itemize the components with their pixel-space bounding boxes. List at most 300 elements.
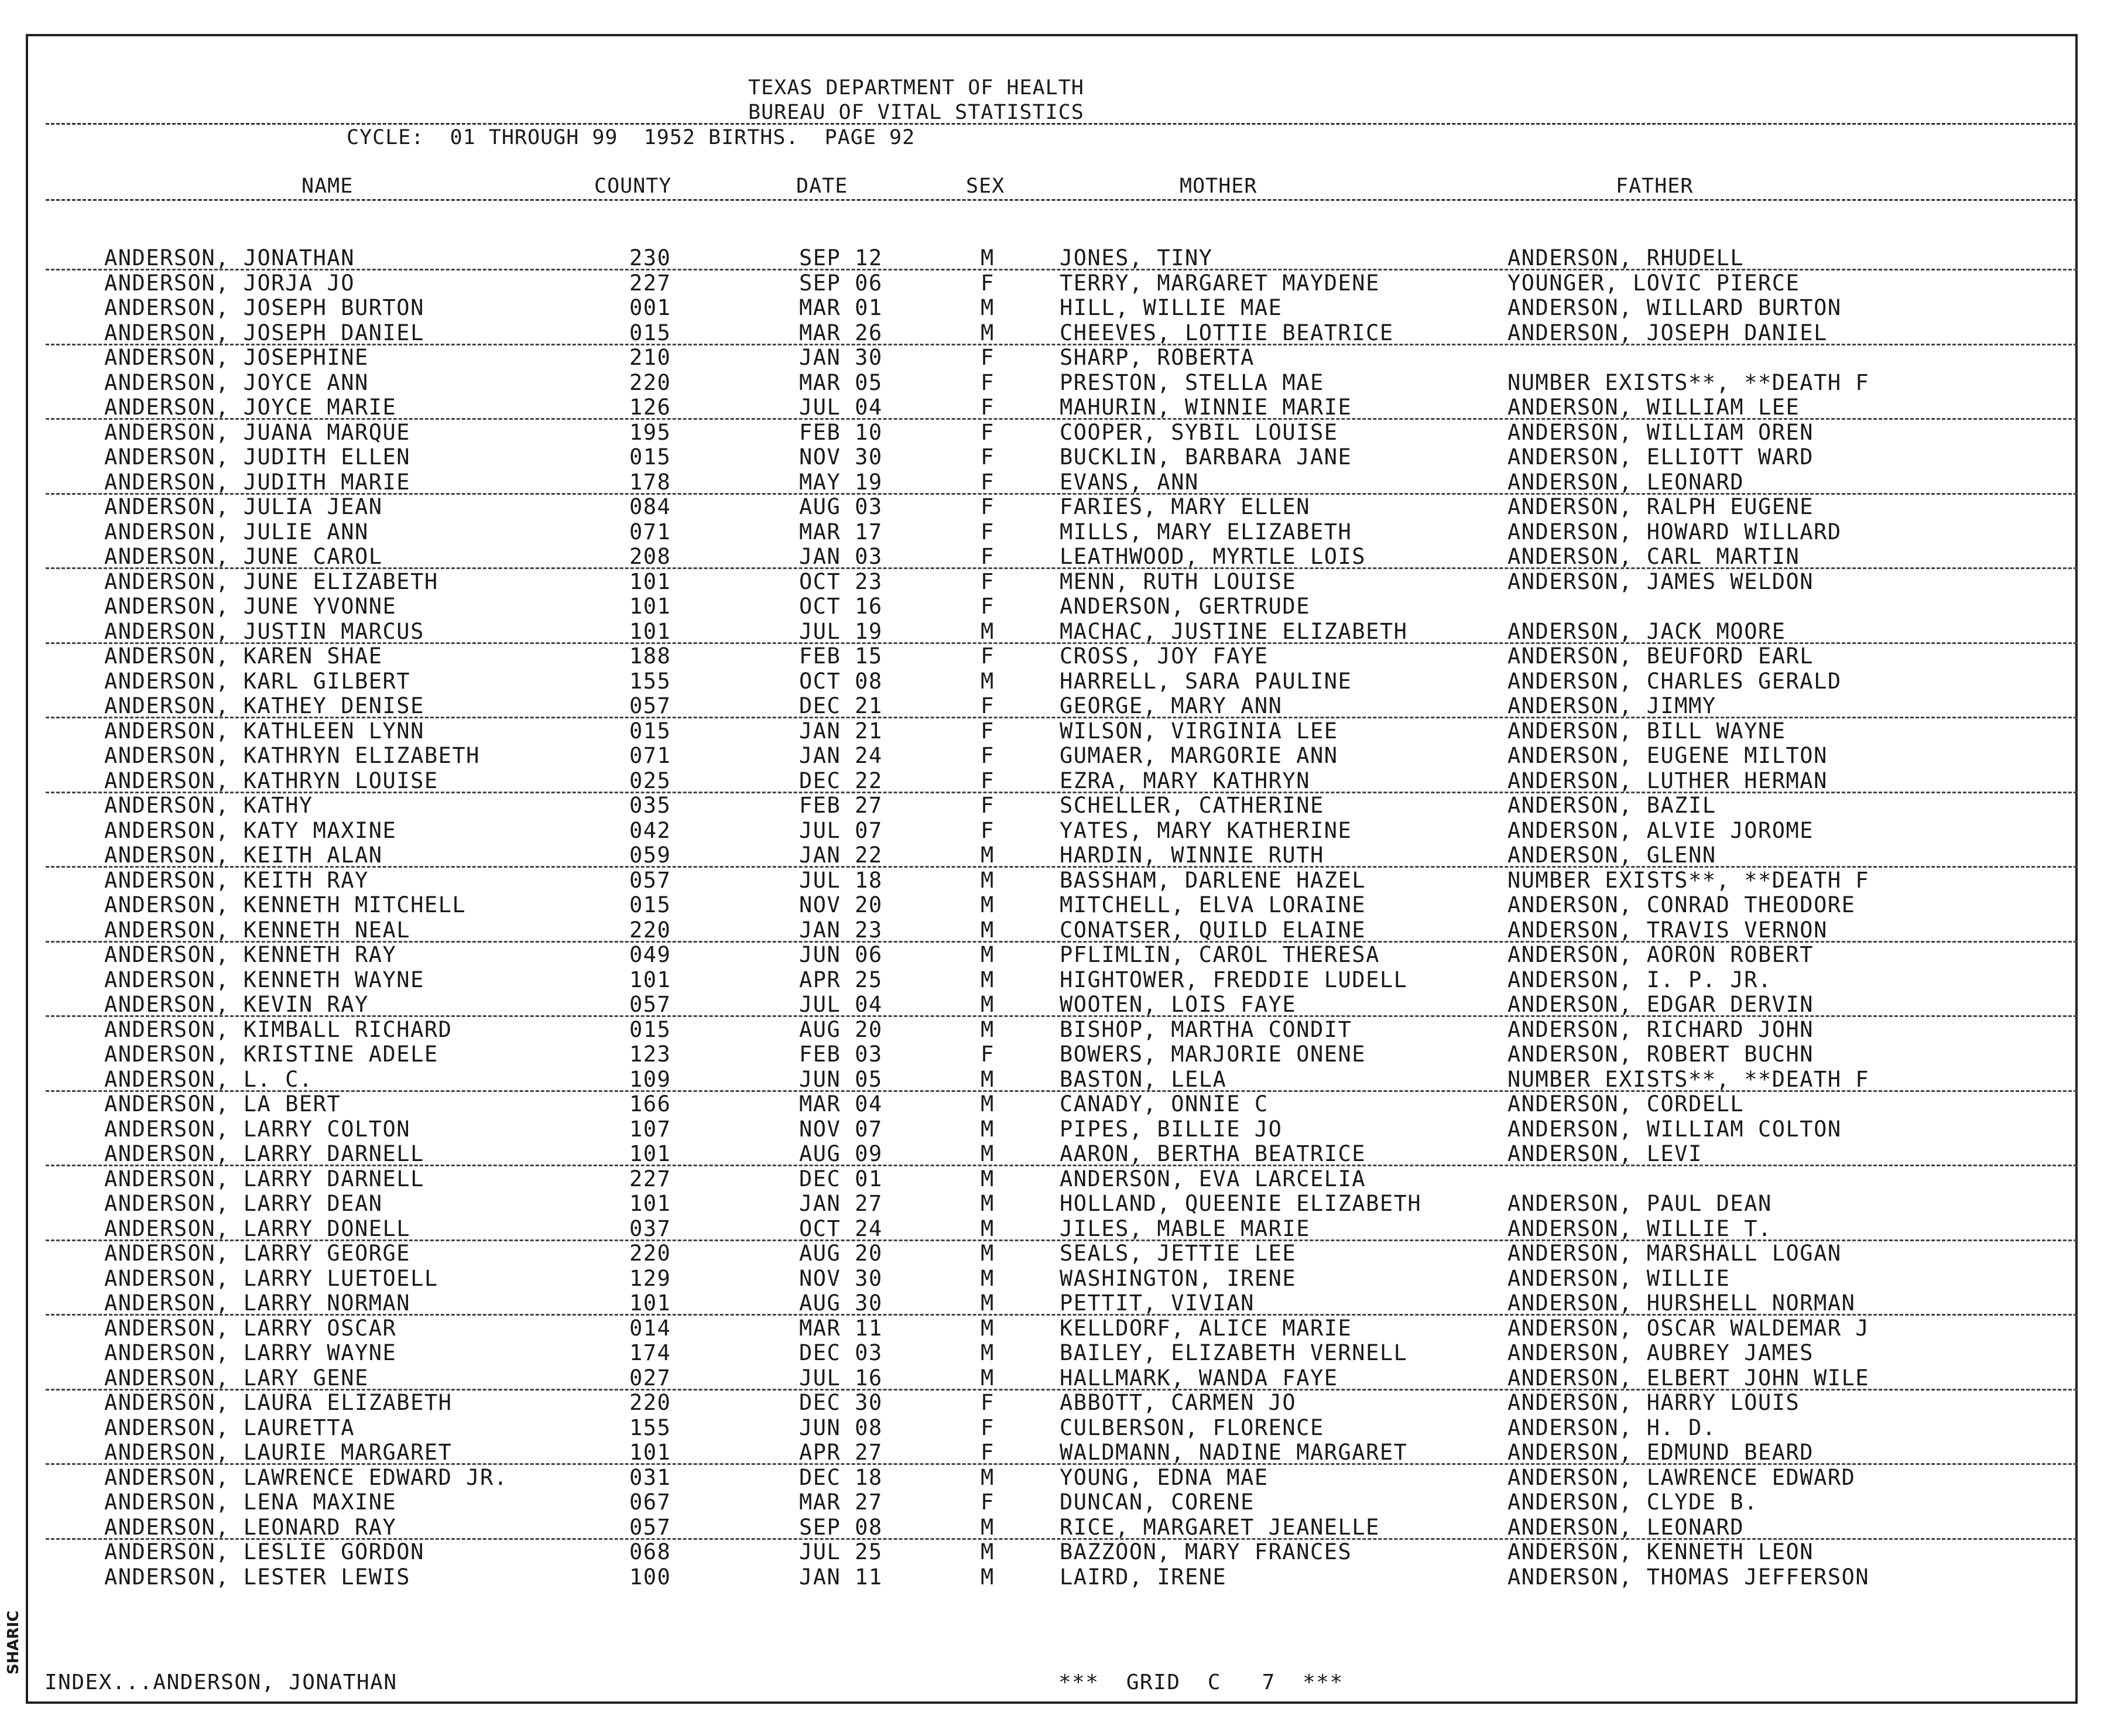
cell-sex: M <box>981 992 995 1017</box>
cell-date: MAR 17 <box>799 519 883 545</box>
cell-sex: F <box>981 270 995 296</box>
cell-name: ANDERSON, LARRY GEORGE <box>104 1241 411 1266</box>
cell-mother: HARRELL, SARA PAULINE <box>1060 668 1352 694</box>
cell-mother: AARON, BERTHA BEATRICE <box>1060 1141 1366 1166</box>
cell-father: ANDERSON, ROBERT BUCHN <box>1507 1042 1814 1067</box>
table-row <box>0 1291 2128 1316</box>
cell-name: ANDERSON, KRISTINE ADELE <box>104 1042 438 1067</box>
cell-father: ANDERSON, WILLARD BURTON <box>1507 295 1842 320</box>
cell-name: ANDERSON, KAREN SHAE <box>104 643 383 669</box>
cell-date: NOV 07 <box>799 1116 883 1142</box>
cell-sex: F <box>981 643 995 669</box>
cell-name: ANDERSON, KATHY <box>104 793 313 818</box>
column-header-sex: SEX <box>966 174 1005 198</box>
cell-sex: M <box>981 1265 995 1291</box>
cell-date: MAR 26 <box>799 320 883 345</box>
cell-father: ANDERSON, ALVIE JOROME <box>1507 817 1814 843</box>
cell-sex: F <box>981 544 995 569</box>
table-row <box>0 470 2128 495</box>
cell-sex: M <box>981 618 995 644</box>
table-row <box>0 1466 2128 1491</box>
cell-name: ANDERSON, LAURETTA <box>104 1415 355 1440</box>
cell-name: ANDERSON, JOSEPHINE <box>104 345 369 370</box>
cell-mother: GUMAER, MARGORIE ANN <box>1060 743 1338 768</box>
cell-sex: M <box>981 843 995 868</box>
cell-father: ANDERSON, THOMAS JEFFERSON <box>1507 1564 1870 1590</box>
cell-father: ANDERSON, CONRAD THEODORE <box>1507 892 1856 917</box>
cell-name: ANDERSON, LA BERT <box>104 1091 341 1117</box>
table-row <box>0 893 2128 918</box>
cell-county: 166 <box>629 1091 671 1117</box>
cell-mother: PETTIT, VIVIAN <box>1060 1290 1255 1316</box>
cell-date: JAN 21 <box>799 718 883 744</box>
table-row <box>0 321 2128 346</box>
cell-date: SEP 12 <box>799 245 883 270</box>
cell-father: ANDERSON, HOWARD WILLARD <box>1507 519 1842 545</box>
cell-mother: YOUNG, EDNA MAE <box>1060 1464 1269 1490</box>
column-header-name: NAME <box>301 174 354 198</box>
table-row <box>0 1241 2128 1266</box>
cell-mother: MAHURIN, WINNIE MARIE <box>1060 395 1352 420</box>
cell-county: 220 <box>629 917 671 943</box>
cell-name: ANDERSON, LARRY DARNELL <box>104 1166 424 1191</box>
column-header-mother: MOTHER <box>1180 174 1257 198</box>
cell-sex: M <box>981 1241 995 1266</box>
cell-sex: M <box>981 867 995 893</box>
table-row <box>0 545 2128 570</box>
cell-father: ANDERSON, BAZIL <box>1507 793 1716 818</box>
cell-county: 037 <box>629 1215 671 1241</box>
cell-date: FEB 15 <box>799 643 883 669</box>
cell-father: ANDERSON, H. D. <box>1507 1415 1716 1440</box>
cell-name: ANDERSON, KENNETH MITCHELL <box>104 892 467 917</box>
cell-county: 035 <box>629 793 671 818</box>
cell-date: JUL 18 <box>799 867 883 893</box>
cell-county: 107 <box>629 1116 671 1142</box>
cell-sex: F <box>981 594 995 619</box>
cell-name: ANDERSON, JUDITH MARIE <box>104 469 411 495</box>
cell-father: ANDERSON, RHUDELL <box>1507 245 1745 270</box>
table-row <box>0 644 2128 669</box>
cell-father: ANDERSON, JIMMY <box>1507 693 1716 718</box>
cell-father: ANDERSON, WILLIAM LEE <box>1507 395 1800 420</box>
cell-father: ANDERSON, LEONARD <box>1507 469 1745 495</box>
cell-mother: WASHINGTON, IRENE <box>1060 1265 1297 1291</box>
cell-name: ANDERSON, KATY MAXINE <box>104 817 397 843</box>
cell-county: 101 <box>629 967 671 992</box>
cell-county: 057 <box>629 693 671 718</box>
cell-mother: PFLIMLIN, CAROL THERESA <box>1060 942 1380 967</box>
cell-mother: HOLLAND, QUEENIE ELIZABETH <box>1060 1191 1422 1216</box>
table-row <box>0 943 2128 968</box>
cell-county: 071 <box>629 519 671 545</box>
cell-name: ANDERSON, KATHRYN ELIZABETH <box>104 743 480 768</box>
table-row <box>0 1266 2128 1292</box>
cell-father: ANDERSON, LEONARD <box>1507 1514 1745 1540</box>
cell-county: 101 <box>629 1191 671 1216</box>
cell-date: DEC 21 <box>799 693 883 718</box>
cell-date: JUN 08 <box>799 1415 883 1440</box>
cell-father: ANDERSON, WILLIE <box>1507 1265 1731 1291</box>
table-row <box>0 1167 2128 1192</box>
cell-sex: F <box>981 569 995 594</box>
cell-county: 227 <box>629 270 671 296</box>
table-row <box>0 1515 2128 1540</box>
table-row <box>0 744 2128 769</box>
cell-father: NUMBER EXISTS**, **DEATH F <box>1507 369 1870 395</box>
cell-sex: F <box>981 1390 995 1415</box>
cell-county: 227 <box>629 1166 671 1191</box>
cell-name: ANDERSON, LENA MAXINE <box>104 1490 397 1515</box>
table-row <box>0 1042 2128 1067</box>
cell-father: NUMBER EXISTS**, **DEATH F <box>1507 867 1870 893</box>
cell-name: ANDERSON, KATHLEEN LYNN <box>104 718 424 744</box>
cell-mother: BASTON, LELA <box>1060 1066 1227 1092</box>
cell-date: AUG 09 <box>799 1141 883 1166</box>
cell-sex: F <box>981 419 995 445</box>
cell-name: ANDERSON, KARL GILBERT <box>104 668 411 694</box>
cell-county: 210 <box>629 345 671 370</box>
cell-date: JUL 16 <box>799 1365 883 1391</box>
cell-date: JAN 03 <box>799 544 883 569</box>
cell-date: JAN 23 <box>799 917 883 943</box>
cell-name: ANDERSON, JOYCE MARIE <box>104 395 397 420</box>
cell-sex: F <box>981 768 995 793</box>
cell-county: 057 <box>629 992 671 1017</box>
cell-mother: FARIES, MARY ELLEN <box>1060 494 1310 519</box>
cell-father: ANDERSON, WILLIAM COLTON <box>1507 1116 1842 1142</box>
margin-stamp: SHARIC <box>5 1610 22 1675</box>
header-rule <box>46 123 2077 125</box>
column-header-date: DATE <box>796 174 848 198</box>
cell-father: ANDERSON, LEVI <box>1507 1141 1702 1166</box>
cell-mother: SCHELLER, CATHERINE <box>1060 793 1324 818</box>
cell-county: 129 <box>629 1265 671 1291</box>
cell-father: ANDERSON, BEUFORD EARL <box>1507 643 1814 669</box>
cell-mother: EZRA, MARY KATHRYN <box>1060 768 1310 793</box>
cell-name: ANDERSON, L. C. <box>104 1066 313 1092</box>
cell-name: ANDERSON, LESTER LEWIS <box>104 1564 411 1590</box>
table-row <box>0 345 2128 371</box>
cell-county: 109 <box>629 1066 671 1092</box>
table-row <box>0 968 2128 993</box>
cell-sex: M <box>981 1340 995 1365</box>
cell-mother: PIPES, BILLIE JO <box>1060 1116 1283 1142</box>
cell-name: ANDERSON, LARRY COLTON <box>104 1116 411 1142</box>
cell-sex: M <box>981 942 995 967</box>
cell-sex: F <box>981 1440 995 1465</box>
cell-county: 220 <box>629 1241 671 1266</box>
cell-county: 195 <box>629 419 671 445</box>
cell-mother: GEORGE, MARY ANN <box>1060 693 1283 718</box>
table-row <box>0 1540 2128 1565</box>
cell-date: MAR 11 <box>799 1315 883 1341</box>
cell-name: ANDERSON, JORJA JO <box>104 270 355 296</box>
cell-mother: BAILEY, ELIZABETH VERNELL <box>1060 1340 1408 1365</box>
cell-county: 084 <box>629 494 671 519</box>
cell-county: 220 <box>629 369 671 395</box>
cell-father: ANDERSON, HURSHELL NORMAN <box>1507 1290 1856 1316</box>
cell-county: 071 <box>629 743 671 768</box>
cell-mother: ANDERSON, GERTRUDE <box>1060 594 1310 619</box>
table-row <box>0 1018 2128 1043</box>
cell-name: ANDERSON, LESLIE GORDON <box>104 1539 424 1564</box>
cell-sex: M <box>981 1514 995 1540</box>
cell-father: NUMBER EXISTS**, **DEATH F <box>1507 1066 1870 1092</box>
table-row <box>0 992 2128 1018</box>
cell-mother: CANADY, ONNIE C <box>1060 1091 1269 1117</box>
table-row <box>0 371 2128 396</box>
cell-sex: M <box>981 917 995 943</box>
cell-mother: WOOTEN, LOIS FAYE <box>1060 992 1297 1017</box>
cell-name: ANDERSON, KENNETH WAYNE <box>104 967 424 992</box>
table-row <box>0 918 2128 943</box>
cell-father: ANDERSON, EDMUND BEARD <box>1507 1440 1814 1465</box>
cell-mother: HARDIN, WINNIE RUTH <box>1060 843 1324 868</box>
table-row <box>0 819 2128 844</box>
cell-name: ANDERSON, LARRY NORMAN <box>104 1290 411 1316</box>
cell-name: ANDERSON, KIMBALL RICHARD <box>104 1016 453 1042</box>
cell-father: ANDERSON, OSCAR WALDEMAR J <box>1507 1315 1870 1341</box>
cell-sex: F <box>981 1490 995 1515</box>
cell-date: AUG 03 <box>799 494 883 519</box>
cell-date: MAR 27 <box>799 1490 883 1515</box>
cell-mother: CULBERSON, FLORENCE <box>1060 1415 1324 1440</box>
cell-mother: LAIRD, IRENE <box>1060 1564 1227 1590</box>
cell-date: JUN 06 <box>799 942 883 967</box>
cell-date: AUG 30 <box>799 1290 883 1316</box>
cell-name: ANDERSON, JULIE ANN <box>104 519 369 545</box>
table-row <box>0 669 2128 694</box>
cell-county: 101 <box>629 1141 671 1166</box>
cell-county: 123 <box>629 1042 671 1067</box>
cell-father: ANDERSON, RALPH EUGENE <box>1507 494 1814 519</box>
cell-name: ANDERSON, JULIA JEAN <box>104 494 383 519</box>
cell-mother: RICE, MARGARET JEANELLE <box>1060 1514 1380 1540</box>
cell-name: ANDERSON, LAURA ELIZABETH <box>104 1390 453 1415</box>
table-row <box>0 420 2128 446</box>
grid-footer: *** GRID C 7 *** <box>1058 1670 1344 1694</box>
table-row <box>0 694 2128 719</box>
cell-mother: ANDERSON, EVA LARCELIA <box>1060 1166 1366 1191</box>
cell-name: ANDERSON, KEITH RAY <box>104 867 369 893</box>
cell-father: ANDERSON, HARRY LOUIS <box>1507 1390 1800 1415</box>
cell-father: ANDERSON, MARSHALL LOGAN <box>1507 1241 1842 1266</box>
cell-county: 015 <box>629 444 671 470</box>
table-row <box>0 1490 2128 1515</box>
cell-sex: M <box>981 1215 995 1241</box>
cell-name: ANDERSON, LARRY OSCAR <box>104 1315 397 1341</box>
cell-sex: M <box>981 1290 995 1316</box>
cell-mother: JILES, MABLE MARIE <box>1060 1215 1310 1241</box>
cell-sex: F <box>981 519 995 545</box>
cell-name: ANDERSON, LAWRENCE EDWARD JR. <box>104 1464 508 1490</box>
table-row <box>0 296 2128 321</box>
cell-mother: CONATSER, QUILD ELAINE <box>1060 917 1366 943</box>
cell-date: JUL 19 <box>799 618 883 644</box>
cell-mother: BASSHAM, DARLENE HAZEL <box>1060 867 1366 893</box>
cell-name: ANDERSON, KATHEY DENISE <box>104 693 424 718</box>
cell-date: JUN 05 <box>799 1066 883 1092</box>
cell-name: ANDERSON, KEITH ALAN <box>104 843 383 868</box>
cell-county: 220 <box>629 1390 671 1415</box>
cell-sex: M <box>981 668 995 694</box>
cycle-line: CYCLE: 01 THROUGH 99 1952 BIRTHS. PAGE 92 <box>347 126 916 149</box>
cell-sex: M <box>981 1091 995 1117</box>
cell-date: JAN 24 <box>799 743 883 768</box>
column-header-father: FATHER <box>1616 174 1694 198</box>
cell-name: ANDERSON, LARRY WAYNE <box>104 1340 397 1365</box>
cell-date: OCT 16 <box>799 594 883 619</box>
cell-date: MAR 04 <box>799 1091 883 1117</box>
cell-sex: F <box>981 369 995 395</box>
cell-name: ANDERSON, JOSEPH BURTON <box>104 295 424 320</box>
cell-father: ANDERSON, PAUL DEAN <box>1507 1191 1772 1216</box>
table-row <box>0 570 2128 595</box>
cell-father: ANDERSON, GLENN <box>1507 843 1716 868</box>
cell-date: NOV 30 <box>799 444 883 470</box>
cell-name: ANDERSON, JUDITH ELLEN <box>104 444 411 470</box>
cell-father: ANDERSON, CORDELL <box>1507 1091 1745 1117</box>
table-row <box>0 1341 2128 1366</box>
cell-county: 027 <box>629 1365 671 1391</box>
cell-county: 101 <box>629 594 671 619</box>
cell-date: APR 27 <box>799 1440 883 1465</box>
cell-name: ANDERSON, JUNE YVONNE <box>104 594 397 619</box>
cell-county: 068 <box>629 1539 671 1564</box>
cell-father: ANDERSON, RICHARD JOHN <box>1507 1016 1814 1042</box>
cell-date: AUG 20 <box>799 1016 883 1042</box>
cell-mother: WILSON, VIRGINIA LEE <box>1060 718 1338 744</box>
cell-mother: MILLS, MARY ELIZABETH <box>1060 519 1352 545</box>
table-row <box>0 594 2128 619</box>
cell-father: YOUNGER, LOVIC PIERCE <box>1507 270 1800 296</box>
cell-date: FEB 10 <box>799 419 883 445</box>
cell-sex: M <box>981 1464 995 1490</box>
cell-sex: M <box>981 245 995 270</box>
cell-county: 067 <box>629 1490 671 1515</box>
cell-sex: M <box>981 892 995 917</box>
cell-sex: F <box>981 1042 995 1067</box>
cell-name: ANDERSON, LAURIE MARGARET <box>104 1440 453 1465</box>
cell-father: ANDERSON, LAWRENCE EDWARD <box>1507 1464 1856 1490</box>
cell-county: 101 <box>629 1440 671 1465</box>
column-header-rule <box>46 199 2077 201</box>
cell-date: JUL 04 <box>799 395 883 420</box>
cell-name: ANDERSON, LARRY DONELL <box>104 1215 411 1241</box>
cell-county: 174 <box>629 1340 671 1365</box>
cell-county: 031 <box>629 1464 671 1490</box>
cell-county: 001 <box>629 295 671 320</box>
table-row <box>0 1440 2128 1466</box>
cell-mother: HALLMARK, WANDA FAYE <box>1060 1365 1338 1391</box>
cell-mother: EVANS, ANN <box>1060 469 1199 495</box>
cell-date: DEC 01 <box>799 1166 883 1191</box>
records-table <box>0 246 2128 1590</box>
cell-sex: M <box>981 1141 995 1166</box>
cell-mother: MITCHELL, ELVA LORAINE <box>1060 892 1366 917</box>
cell-county: 101 <box>629 569 671 594</box>
table-row <box>0 843 2128 868</box>
table-row <box>0 445 2128 470</box>
cell-date: SEP 08 <box>799 1514 883 1540</box>
cell-mother: CHEEVES, LOTTIE BEATRICE <box>1060 320 1394 345</box>
table-row <box>0 1142 2128 1167</box>
cell-father: ANDERSON, AUBREY JAMES <box>1507 1340 1814 1365</box>
cell-date: JUL 04 <box>799 992 883 1017</box>
cell-county: 101 <box>629 1290 671 1316</box>
cell-name: ANDERSON, JUNE CAROL <box>104 544 383 569</box>
cell-date: NOV 30 <box>799 1265 883 1291</box>
cell-father: ANDERSON, BILL WAYNE <box>1507 718 1786 744</box>
table-row <box>0 868 2128 893</box>
cell-mother: BUCKLIN, BARBARA JANE <box>1060 444 1352 470</box>
cell-father: ANDERSON, CHARLES GERALD <box>1507 668 1842 694</box>
cell-name: ANDERSON, JOYCE ANN <box>104 369 369 395</box>
table-row <box>0 1565 2128 1590</box>
cell-date: OCT 08 <box>799 668 883 694</box>
cell-county: 057 <box>629 1514 671 1540</box>
column-header-county: COUNTY <box>594 174 672 198</box>
cell-sex: F <box>981 743 995 768</box>
cell-mother: HIGHTOWER, FREDDIE LUDELL <box>1060 967 1408 992</box>
cell-county: 042 <box>629 817 671 843</box>
table-row <box>0 1366 2128 1391</box>
cell-mother: PRESTON, STELLA MAE <box>1060 369 1324 395</box>
cell-mother: KELLDORF, ALICE MARIE <box>1060 1315 1352 1341</box>
table-row <box>0 495 2128 520</box>
cell-sex: M <box>981 1315 995 1341</box>
cell-name: ANDERSON, JUSTIN MARCUS <box>104 618 424 644</box>
table-row <box>0 395 2128 420</box>
table-row <box>0 769 2128 794</box>
cell-date: MAR 01 <box>799 295 883 320</box>
index-footer: INDEX...ANDERSON, JONATHAN <box>44 1670 397 1694</box>
cell-sex: M <box>981 295 995 320</box>
cell-mother: CROSS, JOY FAYE <box>1060 643 1269 669</box>
cell-date: JAN 27 <box>799 1191 883 1216</box>
cell-sex: M <box>981 1166 995 1191</box>
cell-sex: F <box>981 718 995 744</box>
cell-name: ANDERSON, LARRY DEAN <box>104 1191 383 1216</box>
cell-sex: F <box>981 693 995 718</box>
cell-sex: F <box>981 469 995 495</box>
cell-mother: WALDMANN, NADINE MARGARET <box>1060 1440 1408 1465</box>
table-row <box>0 1391 2128 1416</box>
cell-county: 155 <box>629 1415 671 1440</box>
cell-mother: LEATHWOOD, MYRTLE LOIS <box>1060 544 1366 569</box>
cell-date: OCT 23 <box>799 569 883 594</box>
cell-father: ANDERSON, ELLIOTT WARD <box>1507 444 1814 470</box>
cell-father: ANDERSON, EDGAR DERVIN <box>1507 992 1814 1017</box>
cell-county: 208 <box>629 544 671 569</box>
cell-sex: M <box>981 1564 995 1590</box>
cell-sex: M <box>981 1016 995 1042</box>
cell-name: ANDERSON, KATHRYN LOUISE <box>104 768 438 793</box>
cell-date: DEC 03 <box>799 1340 883 1365</box>
cell-county: 100 <box>629 1564 671 1590</box>
table-row <box>0 1416 2128 1441</box>
table-row <box>0 271 2128 296</box>
cell-county: 057 <box>629 867 671 893</box>
cell-name: ANDERSON, LEONARD RAY <box>104 1514 397 1540</box>
cell-mother: MENN, RUTH LOUISE <box>1060 569 1297 594</box>
cell-county: 059 <box>629 843 671 868</box>
cell-name: ANDERSON, JONATHAN <box>104 245 355 270</box>
cell-mother: SHARP, ROBERTA <box>1060 345 1255 370</box>
cell-date: DEC 22 <box>799 768 883 793</box>
cell-father: ANDERSON, WILLIE T. <box>1507 1215 1772 1241</box>
